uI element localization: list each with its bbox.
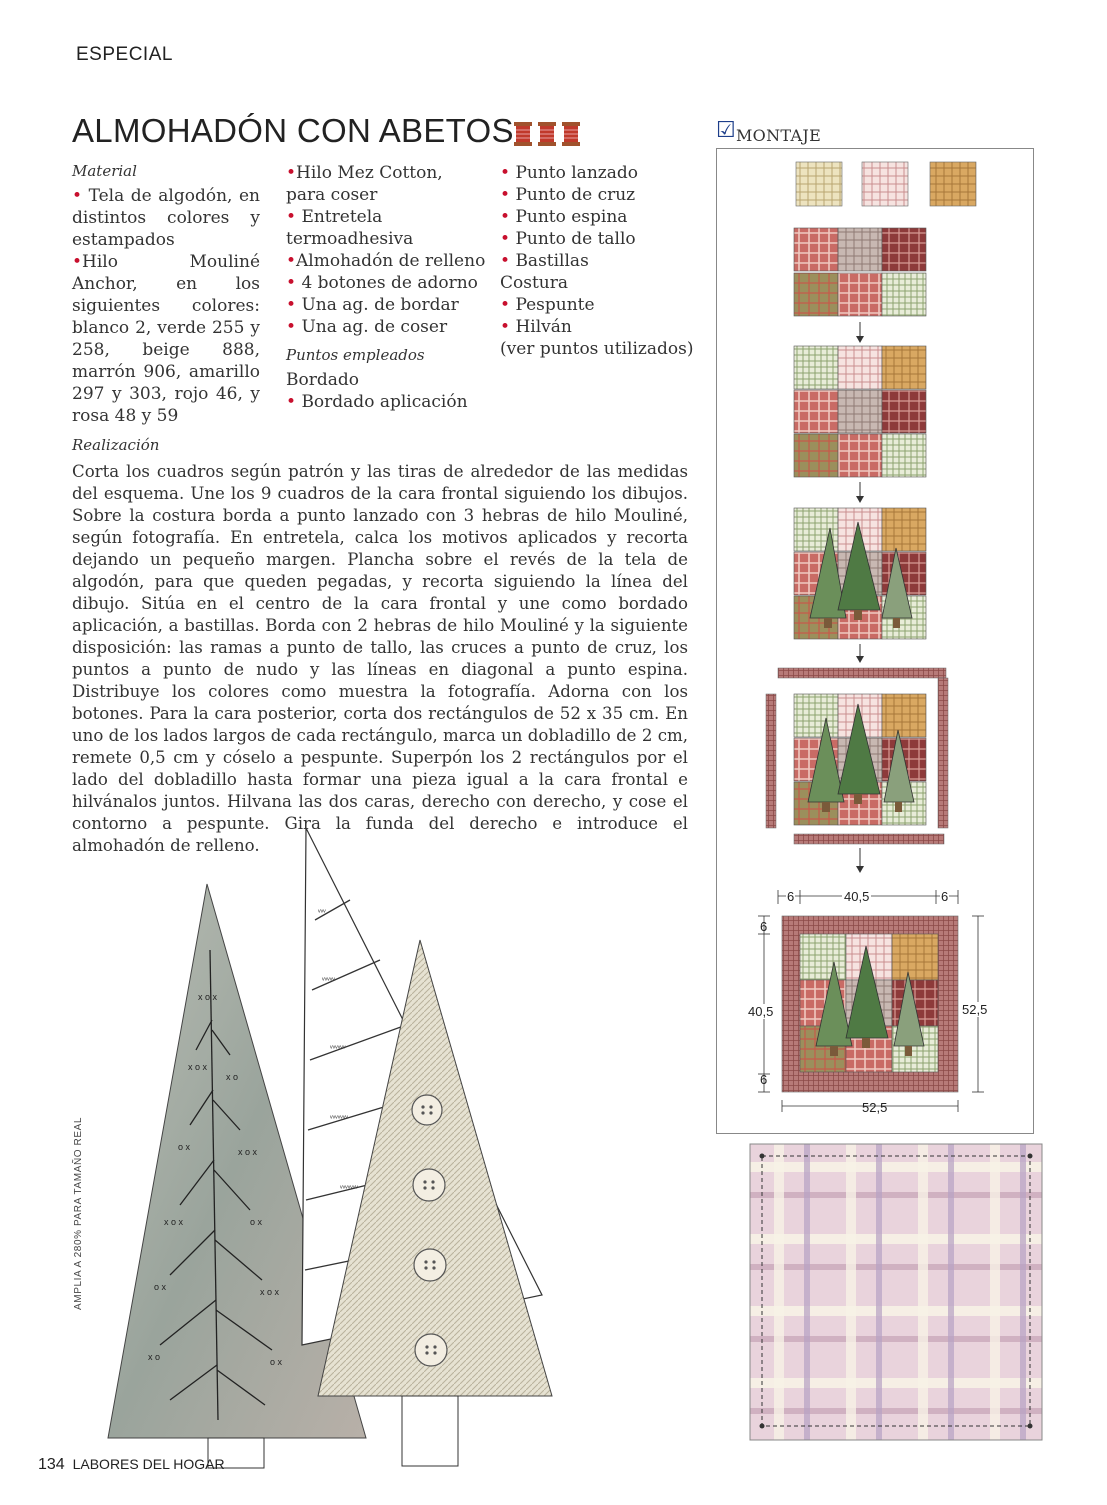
puntos-column [500,162,705,360]
montaje-diagram [716,148,1034,1134]
svg-text:ᵥᵥᵥ: ᵥᵥᵥ [318,905,326,914]
tree-patterns [100,820,560,1470]
svg-text:x o: x o [226,1072,239,1082]
checkmark-icon: ☑ [716,118,736,143]
svg-text:ᵥᵥᵥᵥᵥᵥᵥ: ᵥᵥᵥᵥᵥᵥᵥ [330,1111,348,1120]
page-number: 134 [38,1456,65,1473]
dim-label: 6 [787,889,795,904]
list-item: • Tela de algodón, en distintos colores y estampados [72,186,261,250]
difficulty-spools-icon [512,120,582,148]
magazine-name: LABORES DEL HOGAR [72,1456,225,1472]
list-item: • Punto espina [500,207,628,227]
dim-label: 6 [941,889,949,904]
list-item: • Una ag. de coser [286,317,448,337]
svg-text:x o x: x o x [188,1062,208,1072]
list-item: •Hilo Mouliné Anchor, en los siguientes colores: blanco 2, verde 255 y 258, beige 888, marrón 906, amarillo 297 y 303, rojo 46, y rosa 48 y 59 [72,252,260,426]
list-item: • 4 botones de adorno [286,273,478,293]
list-item: • Una ag. de bordar [286,295,459,315]
svg-text:o x: o x [270,1357,283,1367]
section-label: ESPECIAL [76,44,173,65]
list-item: • Punto de tallo [500,229,636,249]
material-heading: Material [72,162,137,180]
list-item: • Pespunte [500,295,595,315]
svg-text:x o x: x o x [198,992,218,1002]
list-item: • Bordado aplicación [286,392,468,412]
svg-text:x o x: x o x [164,1217,184,1227]
dim-label: 52,5 [962,1002,988,1017]
puntos-heading: Puntos empleados [286,346,425,364]
dim-label: 6 [760,1072,768,1087]
svg-text:x o x: x o x [260,1287,280,1297]
puntos-group-label: Costura [500,273,569,293]
dim-label: 6 [760,919,768,934]
montaje-title: MONTAJE [736,126,822,145]
svg-text:ᵥᵥᵥᵥᵥᵥ: ᵥᵥᵥᵥᵥᵥ [330,1041,346,1050]
page-title: ALMOHADÓN CON ABETOS [72,112,514,149]
realizacion-text: Corta los cuadros según patrón y las tiras de alrededor de las medidas del esquema. Une los 9 cuadros de la cara frontal siguiendo los dibujos. Sobre la costura borda a punto lanzado con 3 hebras de hilo Mouliné, según fotografía. En entretela, calca los motivos aplicados y recorta dejando un pequeño margen. Plancha sobre el revés de la tela de algodón, para que queden pegadas, y recorta siguiendo la línea del dibujo. Sitúa en el centro de la cara frontal y une como bordado aplicación, a bastillas. Borda con 2 hebras de hilo Mouliné y la siguiente disposición: las ramas a punto de tallo, las cruces a punto de cruz, los puntos a punto de nudo y las líneas en diagonal a punto espina. Distribuye los colores como muestra la fotografía. Adorna con los botones. Para la cara posterior, corta dos rectángulos de 52 x 35 cm. En uno de los lados largos de cada rectángulo, marca un dobladillo de 2 cm, remete 0,5 cm y cóselo a pespunte. Superpón los 2 rectángulos por el lado del dobladillo hasta formar una pieza igual a la cara frontal e hilvánalos juntos. Hilvana las dos caras, derecho con derecho, y cose el contorno a pespunte. Gira la funda del derecho e introduce el almohadón de relleno. [72,462,688,855]
list-item: • Bastillas [500,251,589,271]
material-column-1 [72,160,260,427]
page-footer [38,1456,225,1474]
puntos-group-label: Bordado [286,370,359,390]
dim-label: 52,5 [862,1100,888,1115]
pattern-scale-note: AMPLIA A 280% PARA TAMAÑO REAL [73,1116,84,1310]
list-item: •Almohadón de relleno [286,251,486,271]
dim-label: 40,5 [844,889,870,904]
material-column-2 [286,162,486,413]
svg-text:o x: o x [154,1282,167,1292]
list-item: •Hilo Mez Cotton, para coser [286,163,443,205]
realizacion-heading: Realización [72,436,160,454]
dim-label: 40,5 [748,1004,774,1019]
svg-text:ᵥᵥᵥᵥᵥ: ᵥᵥᵥᵥᵥ [322,973,335,982]
plaid-back-panel [748,1142,1044,1442]
puntos-note: (ver puntos utilizados) [500,339,694,359]
svg-text:x o: x o [148,1352,161,1362]
list-item: • Punto lanzado [500,163,638,183]
svg-text:x o x: x o x [238,1147,258,1157]
list-item: • Hilván [500,317,572,337]
svg-text:o x: o x [178,1142,191,1152]
list-item: • Entretela termoadhesiva [286,207,414,249]
svg-text:ᵥᵥᵥᵥᵥᵥᵥ: ᵥᵥᵥᵥᵥᵥᵥ [340,1181,358,1190]
list-item: • Punto de cruz [500,185,636,205]
svg-text:o x: o x [250,1217,263,1227]
